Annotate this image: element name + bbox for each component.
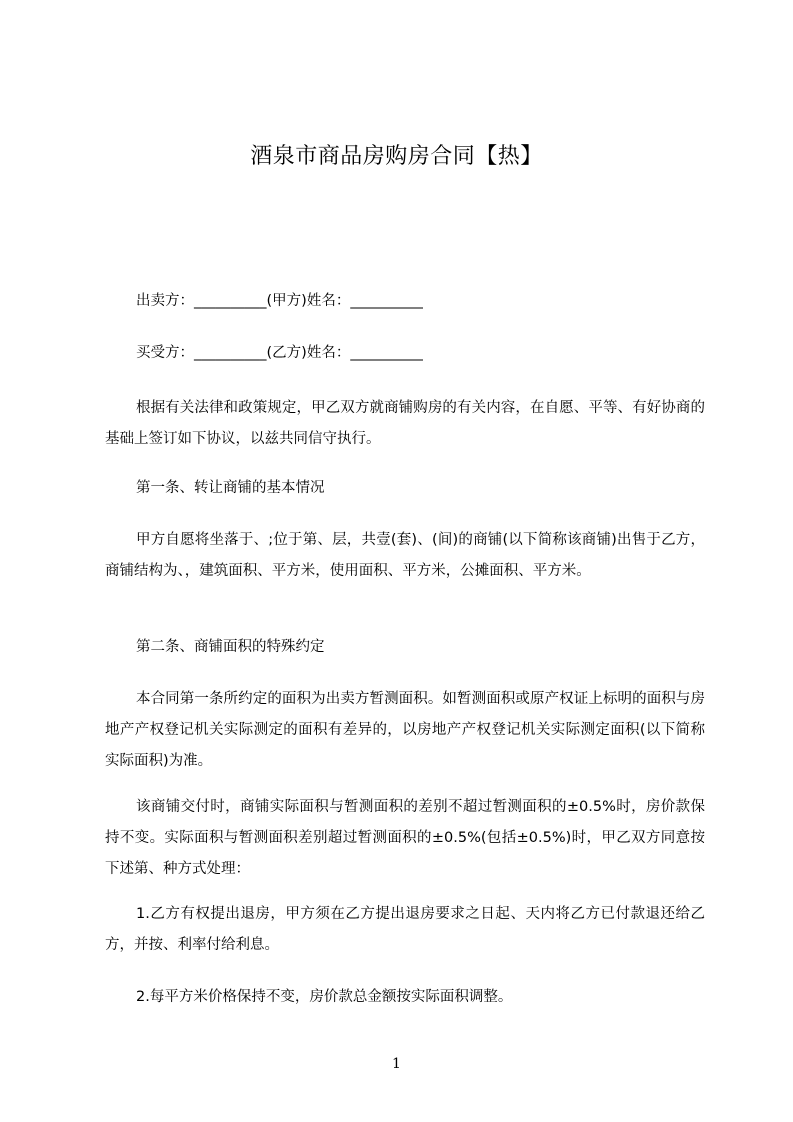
page-number: 1 bbox=[392, 1056, 401, 1072]
article2-heading: 第二条、商铺面积的特殊约定 bbox=[136, 639, 325, 655]
article1-heading: 第一条、转让商铺的基本情况 bbox=[136, 480, 325, 496]
document-title: 酒泉市商品房购房合同【热】 bbox=[250, 144, 543, 169]
buyer-line: 买受方：__________(乙方)姓名：__________ bbox=[136, 345, 423, 361]
seller-line: 出卖方：__________(甲方)姓名：__________ bbox=[136, 293, 423, 309]
option-2-paragraph: 2.每平方米价格保持不变，房价款总金额按实际面积调整。 bbox=[136, 989, 513, 1005]
preamble-paragraph: 根据有关法律和政策规定，甲乙双方就商铺购房的有关内容，在自愿、平等、有好协商的基础上签订如下协议，以兹共同信守执行。 bbox=[105, 400, 705, 447]
article2-paragraph-2: 该商铺交付时，商铺实际面积与暂测面积的差别不超过暂测面积的±0.5%时，房价款保持不变。实际面积与暂测面积差别超过暂测面积的±0.5%(包括±0.5%)时，甲乙双方同意按下述第、种方式处理： bbox=[105, 799, 705, 877]
article2-paragraph-1: 本合同第一条所约定的面积为出卖方暂测面积。如暂测面积或原产权证上标明的面积与房地产产权登记机关实际测定的面积有差异的，以房地产产权登记机关实际测定面积(以下简称实际面积)为准。 bbox=[105, 691, 705, 769]
option-1-paragraph: 1.乙方有权提出退房，甲方须在乙方提出退房要求之日起、天内将乙方已付款退还给乙方，并按、利率付给利息。 bbox=[105, 906, 705, 953]
article1-paragraph: 甲方自愿将坐落于、;位于第、层，共壹(套)、(间)的商铺(以下简称该商铺)出售于乙方，商铺结构为、，建筑面积、平方米，使用面积、平方米，公摊面积、平方米。 bbox=[105, 532, 705, 579]
